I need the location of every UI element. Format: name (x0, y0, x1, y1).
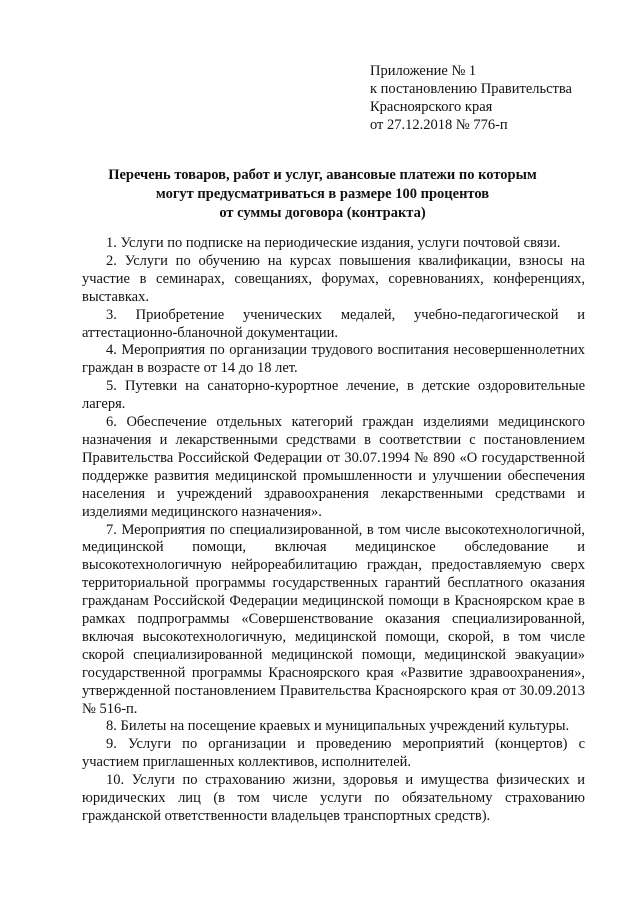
item-number: 4. (106, 342, 117, 359)
item-number: 7. (106, 521, 117, 538)
item-text: Обеспечение отдельных категорий граждан изделиями медицинского назначения и лекарственными средствами в соответствии с постановлением Правительства Российской Федерации от 30.07.1994 № 890 «О государственной поддержке развития медицинской промышленности и улучшении обеспечения населения и учреждений здравоохранения лекарственными средствами и изделиями медицинского назначения». (82, 414, 586, 520)
items-list (82, 235, 585, 826)
list-item (82, 736, 585, 772)
appendix-header (370, 62, 620, 134)
appendix-line-2: к постановлению Правительства (370, 81, 572, 97)
title-line-3: от суммы договора (контракта) (219, 205, 426, 221)
item-text: Мероприятия по специализированной, в том числе высокотехнологичной, медицинской помощи, включая медицинское обследование и высокотехнологичную нейрореабилитацию граждан, предоставляемую сверх территориальной программы государственных гарантий бесплатного оказания гражданам Российской Федерации медицинской помощи в Красноярском крае в рамках подпрограммы «Совершенствование оказания специализированной, включая высокотехнологичную, медицинской помощи, скорой, в том числе скорой специализированной медицинской помощи, медицинской эвакуации» государственной программы Красноярского края «Развитие здравоохранения», утвержденной постановлением Правительства Красноярского края от 30.09.2013 № 516-п. (82, 521, 585, 717)
list-item (82, 342, 585, 378)
appendix-line-1: Приложение № 1 (370, 63, 477, 79)
item-text: Услуги по обучению на курсах повышения квалификации, взносы на участие в семинарах, совещаниях, форумах, соревнованиях, конференциях, выставках. (82, 252, 585, 305)
item-text: Услуги по подписке на периодические издания, услуги почтовой связи. (120, 235, 561, 251)
list-item (82, 307, 585, 343)
title-line-1: Перечень товаров, работ и услуг, авансовые платежи по которым (108, 167, 537, 183)
item-text: Услуги по организации и проведению мероприятий (концертов) с участием приглашенных коллективов, исполнителей. (82, 736, 585, 771)
list-item (82, 772, 585, 826)
item-number: 9. (106, 736, 117, 753)
list-item (82, 718, 585, 736)
item-number: 10. (106, 772, 125, 789)
title-line-2: могут предусматриваться в размере 100 процентов (155, 186, 490, 202)
list-item (82, 378, 585, 414)
list-item (82, 522, 585, 719)
list-item (82, 414, 585, 521)
item-text: Приобретение ученических медалей, учебно-педагогической и аттестационно-бланочной документации. (82, 306, 585, 341)
item-number: 2. (106, 252, 117, 269)
item-text: Билеты на посещение краевых и муниципальных учреждений культуры. (120, 718, 570, 735)
item-text: Путевки на санаторно-курортное лечение, в детские оздоровительные лагеря. (82, 378, 586, 413)
list-item (82, 235, 585, 253)
item-text: Услуги по страхованию жизни, здоровья и имущества физических и юридических лиц (в том числе услуги по обязательному страхованию гражданской ответственности владельцев транспортных средств). (82, 772, 585, 824)
item-number: 3. (106, 306, 117, 323)
appendix-line-3: Красноярского края (370, 99, 493, 115)
item-number: 5. (106, 378, 117, 395)
item-number: 1. (106, 235, 117, 251)
item-number: 8. (106, 718, 117, 735)
list-item (82, 253, 585, 307)
document-title (80, 166, 565, 223)
appendix-line-4: от 27.12.2018 № 776-п (370, 117, 508, 133)
item-text: Мероприятия по организации трудового воспитания несовершеннолетних граждан в возрасте от 14 до 18 лет. (82, 342, 586, 377)
item-number: 6. (106, 414, 117, 431)
